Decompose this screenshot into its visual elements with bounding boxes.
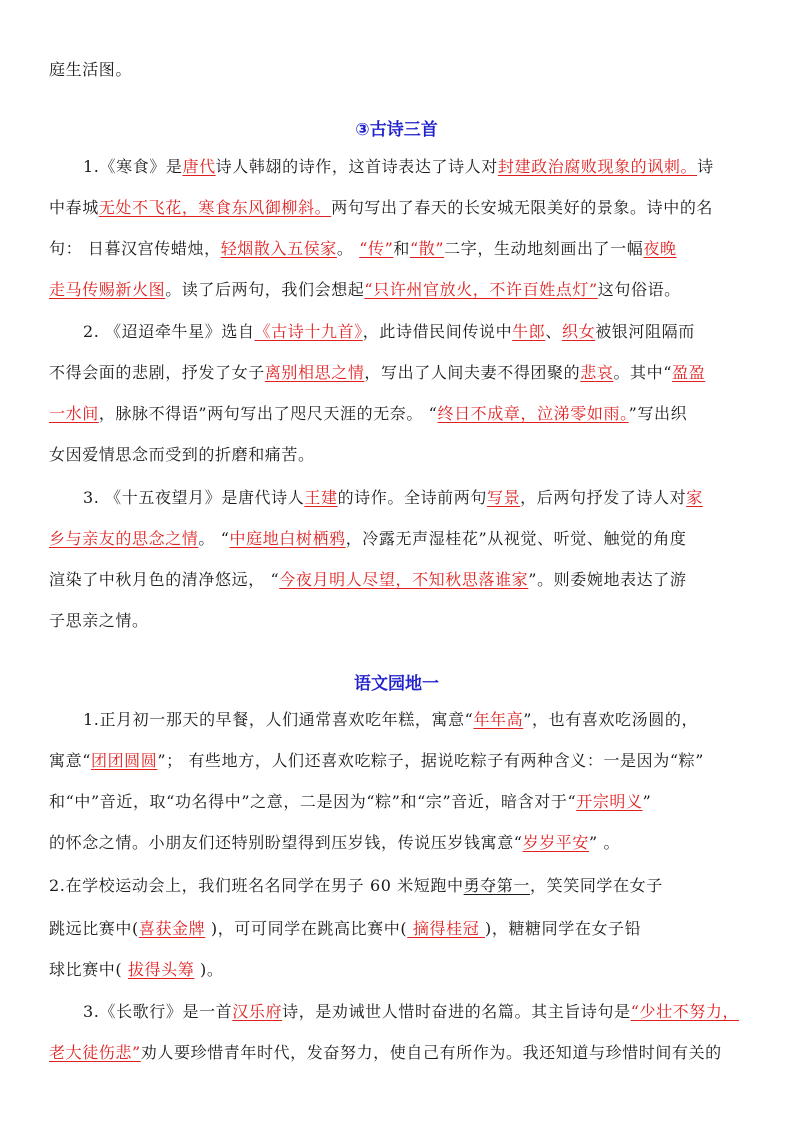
text-segment: 诗 bbox=[697, 157, 714, 176]
text-line bbox=[49, 960, 749, 980]
text-segment: 、 bbox=[545, 322, 562, 341]
text-segment: ”； 有些地方，人们还喜欢吃粽子，据说吃粽子有两种含义：一是因为“粽” bbox=[157, 751, 705, 770]
text-segment: )，可可同学在跳高比赛中( bbox=[205, 919, 408, 938]
text-line bbox=[49, 60, 749, 80]
answer: 岁岁平安 bbox=[522, 833, 589, 852]
text-segment: 中春城 bbox=[49, 198, 99, 217]
answer: 悲哀 bbox=[580, 363, 614, 382]
text-segment: 3. 《十五夜望月》是唐代诗人 bbox=[83, 488, 305, 507]
text-segment: ” 。 bbox=[589, 833, 621, 852]
text-line bbox=[49, 710, 749, 730]
text-segment: 和“中”音近，取“功名得中”之意，二是因为“粽”和“宗”音近，暗含对于“ bbox=[49, 792, 577, 811]
answer: 拔得头筹 bbox=[127, 960, 195, 979]
text-line bbox=[49, 239, 749, 259]
text-segment: 2. 《迢迢牵牛星》选自 bbox=[83, 322, 255, 341]
text-segment: 的诗作。全诗前两句 bbox=[337, 488, 487, 507]
answer: 乡与亲友的思念之情 bbox=[49, 529, 199, 548]
text-segment: 。 bbox=[336, 239, 360, 258]
text-segment: 2.在学校运动会上，我们班名名同学在男子 60 米短跑中 bbox=[49, 876, 464, 895]
answer: 今夜月明人尽望，不知秋思落谁家 bbox=[279, 570, 529, 589]
text-segment: ，冷露无声湿桂花”从视觉、听觉、触觉的角度 bbox=[345, 529, 687, 548]
answer: 开宗明义 bbox=[576, 792, 643, 811]
text-segment: ”，也有喜欢吃汤圆的， bbox=[523, 710, 699, 729]
answer: 摘得桂冠 bbox=[407, 919, 486, 938]
text-line bbox=[49, 529, 749, 549]
underlined-text: 勇夺第一 bbox=[463, 876, 531, 895]
answer: “只许州官放火，不许百姓点灯” bbox=[364, 280, 598, 299]
text-segment: 寓意“ bbox=[49, 751, 91, 770]
text-segment: 女因爱情思念而受到的折磨和痛苦。 bbox=[49, 445, 315, 464]
text-segment: )。 bbox=[194, 960, 224, 979]
text: 庭生活图。 bbox=[49, 60, 133, 79]
answer: 汉乐府 bbox=[232, 1002, 283, 1021]
text-segment: ，脉脉不得语”两句写出了咫尺天涯的无奈。 “ bbox=[98, 404, 438, 423]
answer: “散” bbox=[409, 239, 445, 258]
text-segment: 这句俗语。 bbox=[597, 280, 681, 299]
section-title-poems: ③古诗三首 bbox=[355, 120, 438, 140]
text-line bbox=[49, 488, 749, 508]
text-segment: 渲染了中秋月色的清净悠远， “ bbox=[49, 570, 280, 589]
answer: 轻烟散入五侯家 bbox=[220, 239, 337, 258]
text-line bbox=[49, 751, 749, 771]
answer: 写景 bbox=[486, 488, 521, 507]
text-segment: 两句写出了春天的长安城无限美好的景象。诗中的名 bbox=[331, 198, 714, 217]
text-segment: 。 “ bbox=[198, 529, 230, 548]
answer: 喜获金牌 bbox=[138, 919, 206, 938]
text-segment: 子思亲之情。 bbox=[49, 611, 149, 630]
text-line bbox=[49, 792, 749, 812]
text-segment: 和 bbox=[393, 239, 410, 258]
answer: 年年高 bbox=[473, 710, 524, 729]
section-title-garden: 语文园地一 bbox=[354, 674, 439, 694]
answer: “少壮不努力， bbox=[630, 1002, 740, 1021]
text-segment: 不得会面的悲剧，抒发了女子 bbox=[49, 363, 265, 382]
text-line bbox=[49, 198, 749, 218]
text-line bbox=[49, 919, 749, 939]
text-segment: ，后两句抒发了诗人对 bbox=[520, 488, 687, 507]
text-line bbox=[49, 876, 749, 896]
answer: 王建 bbox=[304, 488, 338, 507]
answer: 唐代 bbox=[182, 157, 216, 176]
answer: 织女 bbox=[561, 322, 596, 341]
text-line bbox=[49, 833, 749, 853]
text-segment: ”。则委婉地表达了游 bbox=[528, 570, 687, 589]
text-segment: ，笑笑同学在女子 bbox=[530, 876, 663, 895]
text-segment: 劝人要珍惜青年时代，发奋努力，使自己有所作为。我还知道与珍惜时间有关的 bbox=[140, 1043, 722, 1062]
answer: 《古诗十九首》 bbox=[254, 322, 363, 341]
text-segment: 句： 日暮汉宫传蜡烛， bbox=[49, 239, 221, 258]
answer: 无处不飞花，寒食东风御柳斜。 bbox=[98, 198, 332, 217]
answer: 一水间 bbox=[49, 404, 99, 423]
text-segment: 1.正月初一那天的早餐，人们通常喜欢吃年糕，寓意“ bbox=[83, 710, 474, 729]
answer: 盈盈 bbox=[672, 363, 706, 382]
text-segment: 的怀念之情。小朋友们还特别盼望得到压岁钱，传说压岁钱寓意“ bbox=[49, 833, 523, 852]
text-segment: 二字，生动地刻画出了一幅 bbox=[444, 239, 644, 258]
text-segment: ，写出了人间夫妻不得团聚的 bbox=[364, 363, 581, 382]
answer: 家 bbox=[686, 488, 703, 507]
text-line bbox=[49, 280, 749, 300]
text-line bbox=[49, 404, 749, 424]
answer: 牛郎 bbox=[512, 322, 546, 341]
text-segment: 诗人韩翃的诗作，这首诗表达了诗人对 bbox=[215, 157, 498, 176]
text-segment: 。其中“ bbox=[613, 363, 673, 382]
text-line bbox=[49, 322, 749, 342]
text-segment: 。读了后两句，我们会想起 bbox=[165, 280, 365, 299]
answer: 封建政治腐败现象的讽刺。 bbox=[497, 157, 698, 176]
text-segment: ”写出织 bbox=[628, 404, 688, 423]
text-segment: 1.《寒食》是 bbox=[83, 157, 183, 176]
text-segment: 被银河阻隔而 bbox=[595, 322, 695, 341]
answer: 老大徒伤悲” bbox=[49, 1043, 141, 1062]
text-line bbox=[49, 611, 749, 631]
answer: 中庭地白树栖鸦 bbox=[229, 529, 346, 548]
answer: 团团圆圆 bbox=[90, 751, 158, 770]
text-segment: ” bbox=[642, 792, 652, 811]
answer: 离别相思之情 bbox=[264, 363, 365, 382]
text-segment: )，糖糖同学在女子铅 bbox=[485, 919, 642, 938]
text-line bbox=[49, 157, 749, 177]
answer: 走马传赐新火图 bbox=[49, 280, 166, 299]
text-line bbox=[49, 1043, 749, 1063]
text-segment: 跳远比赛中( bbox=[49, 919, 139, 938]
text-segment: 诗，是劝诫世人惜时奋进的名篇。其主旨诗句是 bbox=[282, 1002, 631, 1021]
answer: “传” bbox=[359, 239, 394, 258]
text-line bbox=[49, 445, 749, 465]
answer: 终日不成章，泣涕零如雨。 bbox=[437, 404, 629, 423]
text-segment: 3.《长歌行》是一首 bbox=[83, 1002, 233, 1021]
text-line bbox=[49, 570, 749, 590]
text-segment: ，此诗借民间传说中 bbox=[362, 322, 513, 341]
text-line bbox=[49, 1002, 749, 1022]
text-segment: 球比赛中( bbox=[49, 960, 128, 979]
text-line bbox=[49, 363, 749, 383]
answer: 夜晚 bbox=[643, 239, 677, 258]
